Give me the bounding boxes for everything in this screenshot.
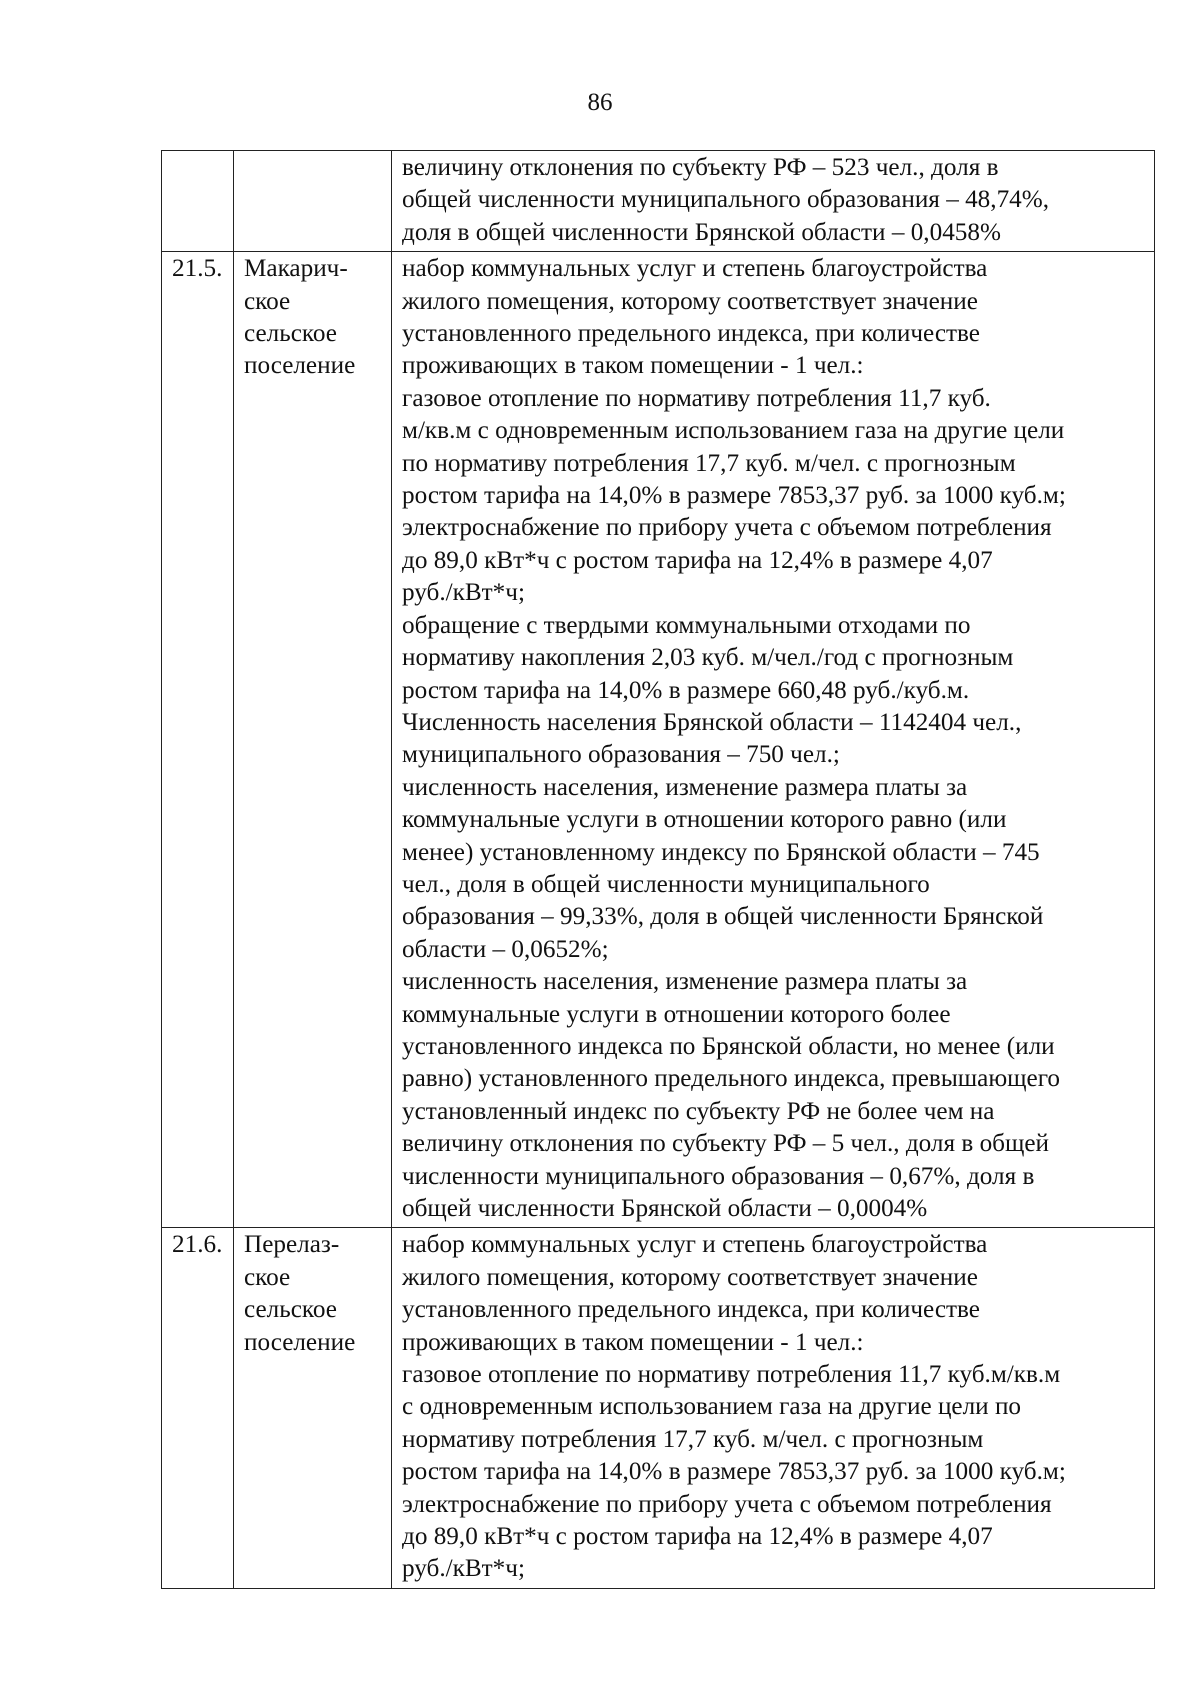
- description-line: набор коммунальных услуг и степень благоустройства: [402, 255, 988, 283]
- description-line: коммунальные услуги в отношении которого равно (или: [402, 806, 1007, 834]
- description-line: установленного предельного индекса, при количестве: [402, 1296, 980, 1324]
- description-line: электроснабжение по прибору учета с объемом потребления: [402, 514, 1052, 542]
- description-cell: [392, 1228, 1155, 1588]
- description-line: до 89,0 кВт*ч с ростом тарифа на 12,4% в размере 4,07: [402, 546, 993, 574]
- description-line: с одновременным использованием газа на другие цели по: [402, 1393, 1022, 1421]
- settlement-name-line: Макарич-: [244, 255, 348, 283]
- description-line: газовое отопление по нормативу потребления 11,7 куб.: [402, 384, 991, 412]
- row-number: 21.5.: [172, 255, 223, 283]
- description-cell: [392, 151, 1155, 252]
- table-row: [162, 1228, 1155, 1588]
- description-line: численность населения, изменение размера платы за: [402, 773, 968, 801]
- table-row: [162, 252, 1155, 1228]
- description-line: руб./кВт*ч;: [402, 579, 525, 607]
- description-line: обращение с твердыми коммунальными отходами по: [402, 611, 971, 639]
- description-line: нормативу накопления 2,03 куб. м/чел./год с прогнозным: [402, 644, 1014, 672]
- description-line: по нормативу потребления 17,7 куб. м/чел. с прогнозным: [402, 449, 1016, 477]
- description-line: коммунальные услуги в отношении которого более: [402, 1000, 951, 1028]
- row-number-cell: [162, 1228, 234, 1588]
- description-line: газовое отопление по нормативу потребления 11,7 куб.м/кв.м: [402, 1361, 1061, 1389]
- settlement-name-cell: [234, 151, 392, 252]
- settlement-name-line: сельское: [244, 320, 337, 348]
- description-line: общей численности муниципального образования – 48,74%,: [402, 186, 1050, 214]
- settlement-name-line: поселение: [244, 1328, 356, 1356]
- description-line: руб./кВт*ч;: [402, 1555, 525, 1583]
- table-row: [162, 151, 1155, 252]
- row-number: 21.6.: [172, 1231, 223, 1259]
- settlement-name-cell: [234, 1228, 392, 1588]
- description-line: нормативу потребления 17,7 куб. м/чел. с прогнозным: [402, 1425, 984, 1453]
- description-line: ростом тарифа на 14,0% в размере 660,48 руб./куб.м.: [402, 676, 970, 704]
- description-line: численность населения, изменение размера платы за: [402, 968, 968, 996]
- description-line: установленного индекса по Брянской области, но менее (или: [402, 1032, 1055, 1060]
- settlement-name-line: ское: [244, 287, 291, 315]
- description-line: установленный индекс по субъекту РФ не более чем на: [402, 1097, 995, 1125]
- description-line: жилого помещения, которому соответствует значение: [402, 1263, 978, 1291]
- row-number-cell: [162, 151, 234, 252]
- settlement-name-line: ское: [244, 1263, 291, 1291]
- description-line: жилого помещения, которому соответствует значение: [402, 287, 978, 315]
- description-cell: [392, 252, 1155, 1228]
- description-line: образования – 99,33%, доля в общей численности Брянской: [402, 903, 1044, 931]
- description-line: до 89,0 кВт*ч с ростом тарифа на 12,4% в размере 4,07: [402, 1523, 993, 1551]
- description-line: м/кв.м с одновременным использованием газа на другие цели: [402, 417, 1065, 445]
- page-number: 86: [587, 89, 613, 116]
- description-line: электроснабжение по прибору учета с объемом потребления: [402, 1490, 1052, 1518]
- settlement-name-cell: [234, 252, 392, 1228]
- description-line: проживающих в таком помещении - 1 чел.:: [402, 1328, 864, 1356]
- description-line: доля в общей численности Брянской области – 0,0458%: [402, 218, 1001, 246]
- description-line: величину отклонения по субъекту РФ – 523 чел., доля в: [402, 154, 999, 181]
- description-line: набор коммунальных услуг и степень благоустройства: [402, 1231, 988, 1259]
- description-line: установленного предельного индекса, при количестве: [402, 320, 980, 348]
- row-number-cell: [162, 252, 234, 1228]
- description-line: величину отклонения по субъекту РФ – 5 чел., доля в общей: [402, 1130, 1050, 1158]
- settlement-name-line: Перелаз-: [244, 1231, 340, 1259]
- description-line: области – 0,0652%;: [402, 935, 609, 963]
- description-line: проживающих в таком помещении - 1 чел.:: [402, 352, 864, 380]
- indicator-table: [161, 150, 1155, 1589]
- description-line: общей численности Брянской области – 0,0004%: [402, 1195, 928, 1222]
- settlement-name-line: поселение: [244, 352, 356, 380]
- settlement-name-line: сельское: [244, 1296, 337, 1324]
- description-line: менее) установленному индексу по Брянской области – 745: [402, 838, 1040, 866]
- description-line: ростом тарифа на 14,0% в размере 7853,37 руб. за 1000 куб.м;: [402, 1458, 1066, 1486]
- description-line: муниципального образования – 750 чел.;: [402, 741, 840, 769]
- description-line: чел., доля в общей численности муниципального: [402, 870, 930, 898]
- description-line: численности муниципального образования – 0,67%, доля в: [402, 1162, 1035, 1190]
- description-line: Численность населения Брянской области – 1142404 чел.,: [402, 708, 1022, 736]
- description-line: ростом тарифа на 14,0% в размере 7853,37 руб. за 1000 куб.м;: [402, 482, 1066, 510]
- description-line: равно) установленного предельного индекса, превышающего: [402, 1065, 1061, 1093]
